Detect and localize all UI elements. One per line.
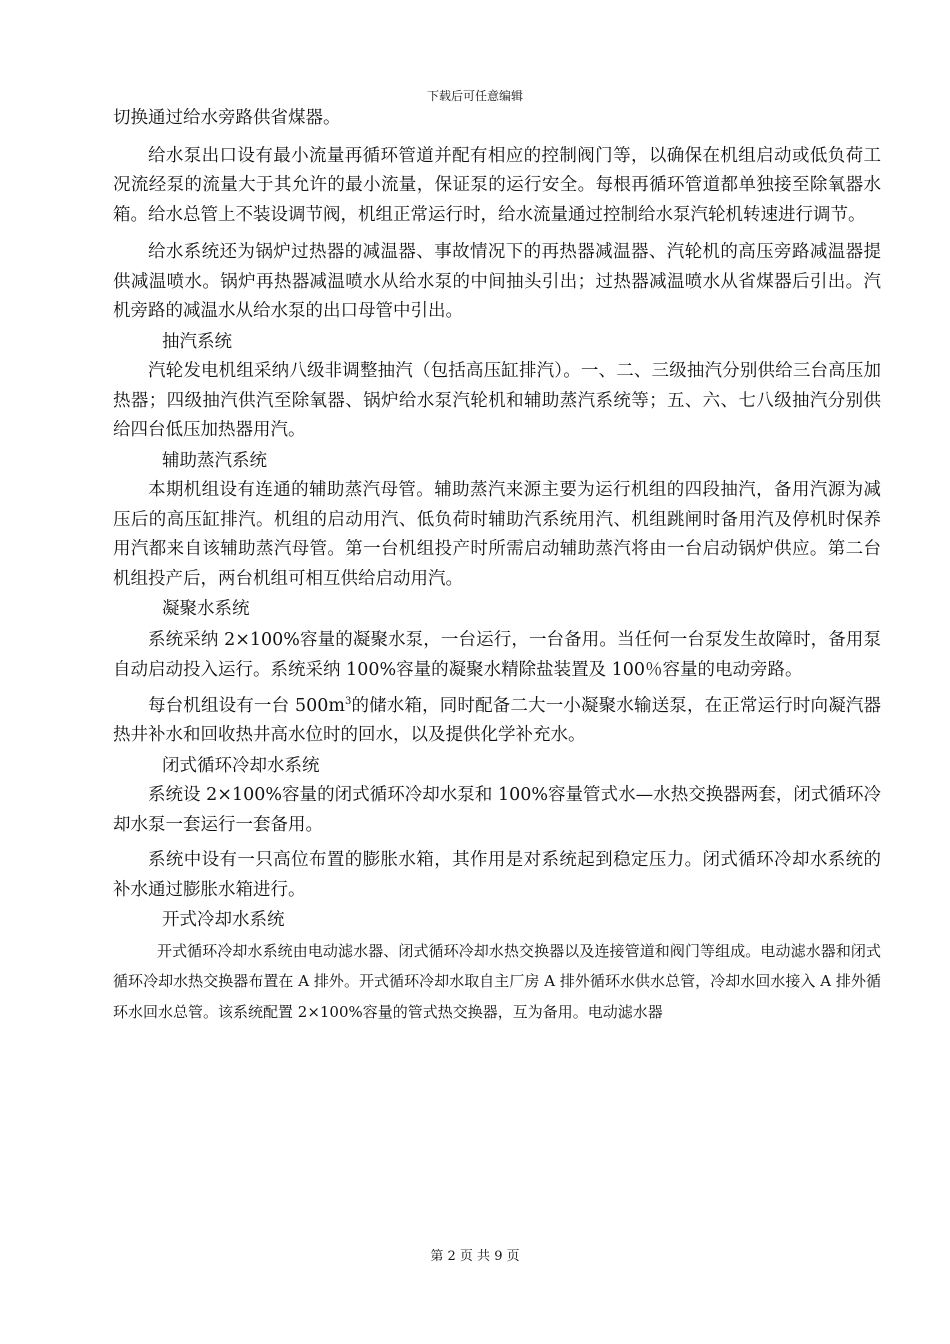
paragraph: 开式循环冷却水系统由电动滤水器、闭式循环冷却水热交换器以及连接管道和阀门等组成。电动滤水器和闭式循环冷却水热交换器布置在 A 排外。开式循环冷却水取自主厂房 A 排外循环水供水总管，冷却水回水接入 A 排外循环水回水总管。该系统配置 2×100%容量的管式热交换器，互为备用。电动滤水器 (113, 941, 881, 1021)
paragraph: 给水泵出口设有最小流量再循环管道并配有相应的控制阀门等，以确保在机组启动或低负荷工况流经泵的流量大于其允许的最小流量，保证泵的运行安全。每根再循环管道都单独接至除氧器水箱。给水总管上不装设调节阀，机组正常运行时，给水流量通过控制给水泵汽轮机转速进行调节。 (113, 145, 881, 225)
paragraph: 本期机组设有连通的辅助蒸汽母管。辅助蒸汽来源主要为运行机组的四段抽汽，备用汽源为减压后的高压缸排汽。机组的启动用汽、低负荷时辅助汽系统用汽、机组跳闸时备用汽及停机时保养用汽都来自该辅助蒸汽母管。第一台机组投产时所需启动辅助蒸汽将由一台启动锅炉供应。第二台机组投产后，两台机组可相互供给启动用汽。 (113, 480, 881, 589)
section-heading: 闭式循环冷却水系统 (162, 755, 320, 776)
page-header: 下载后可任意编辑 (426, 89, 523, 103)
page-footer: 第 2 页 共 9 页 (430, 1249, 520, 1264)
paragraph: 给水系统还为锅炉过热器的减温器、事故情况下的再热器减温器、汽轮机的高压旁路减温器提供减温喷水。锅炉再热器减温喷水从给水泵的中间抽头引出；过热器减温喷水从省煤器后引出。汽机旁路的减温水从给水泵的出口母管中引出。 (113, 242, 881, 321)
section-heading: 辅助蒸汽系统 (162, 450, 267, 471)
section-heading: 凝聚水系统 (162, 599, 250, 619)
document-body (113, 104, 881, 1027)
paragraph (113, 692, 881, 751)
section-heading: 开式冷却水系统 (162, 910, 285, 930)
paragraph: 切换通过给水旁路供省煤器。 (113, 108, 341, 128)
superscript: 3 (344, 695, 352, 707)
paragraph: 系统中设有一只高位布置的膨胀水箱，其作用是对系统起到稳定压力。闭式循环冷却水系统的补水通过膨胀水箱进行。 (113, 850, 881, 900)
paragraph: 系统采纳 2×100%容量的凝聚水泵，一台运行，一台备用。当任何一台泵发生故障时，备用泵自动启动投入运行。系统采纳 100%容量的凝聚水精除盐装置及 100％容量的电动旁路。 (113, 629, 881, 680)
paragraph-text: 的储水箱，同时配备二大一小凝聚水输送泵，在正常运行时向凝汽器热井补水和回收热井高水位时的回水，以及提供化学补充水。 (113, 695, 882, 745)
paragraph-text: 每台机组设有一台 500m (148, 695, 345, 716)
paragraph: 系统设 2×100%容量的闭式循环冷却水泵和 100%容量管式水—水热交换器两套，闭式循环冷却水泵一套运行一套备用。 (113, 785, 881, 835)
section-heading: 抽汽系统 (162, 331, 232, 352)
paragraph: 汽轮发电机组采纳八级非调整抽汽（包括高压缸排汽）。一、二、三级抽汽分别供给三台高压加热器；四级抽汽供汽至除氧器、锅炉给水泵汽轮机和辅助蒸汽系统等；五、六、七八级抽汽分别供给四台低压加热器用汽。 (113, 361, 881, 440)
